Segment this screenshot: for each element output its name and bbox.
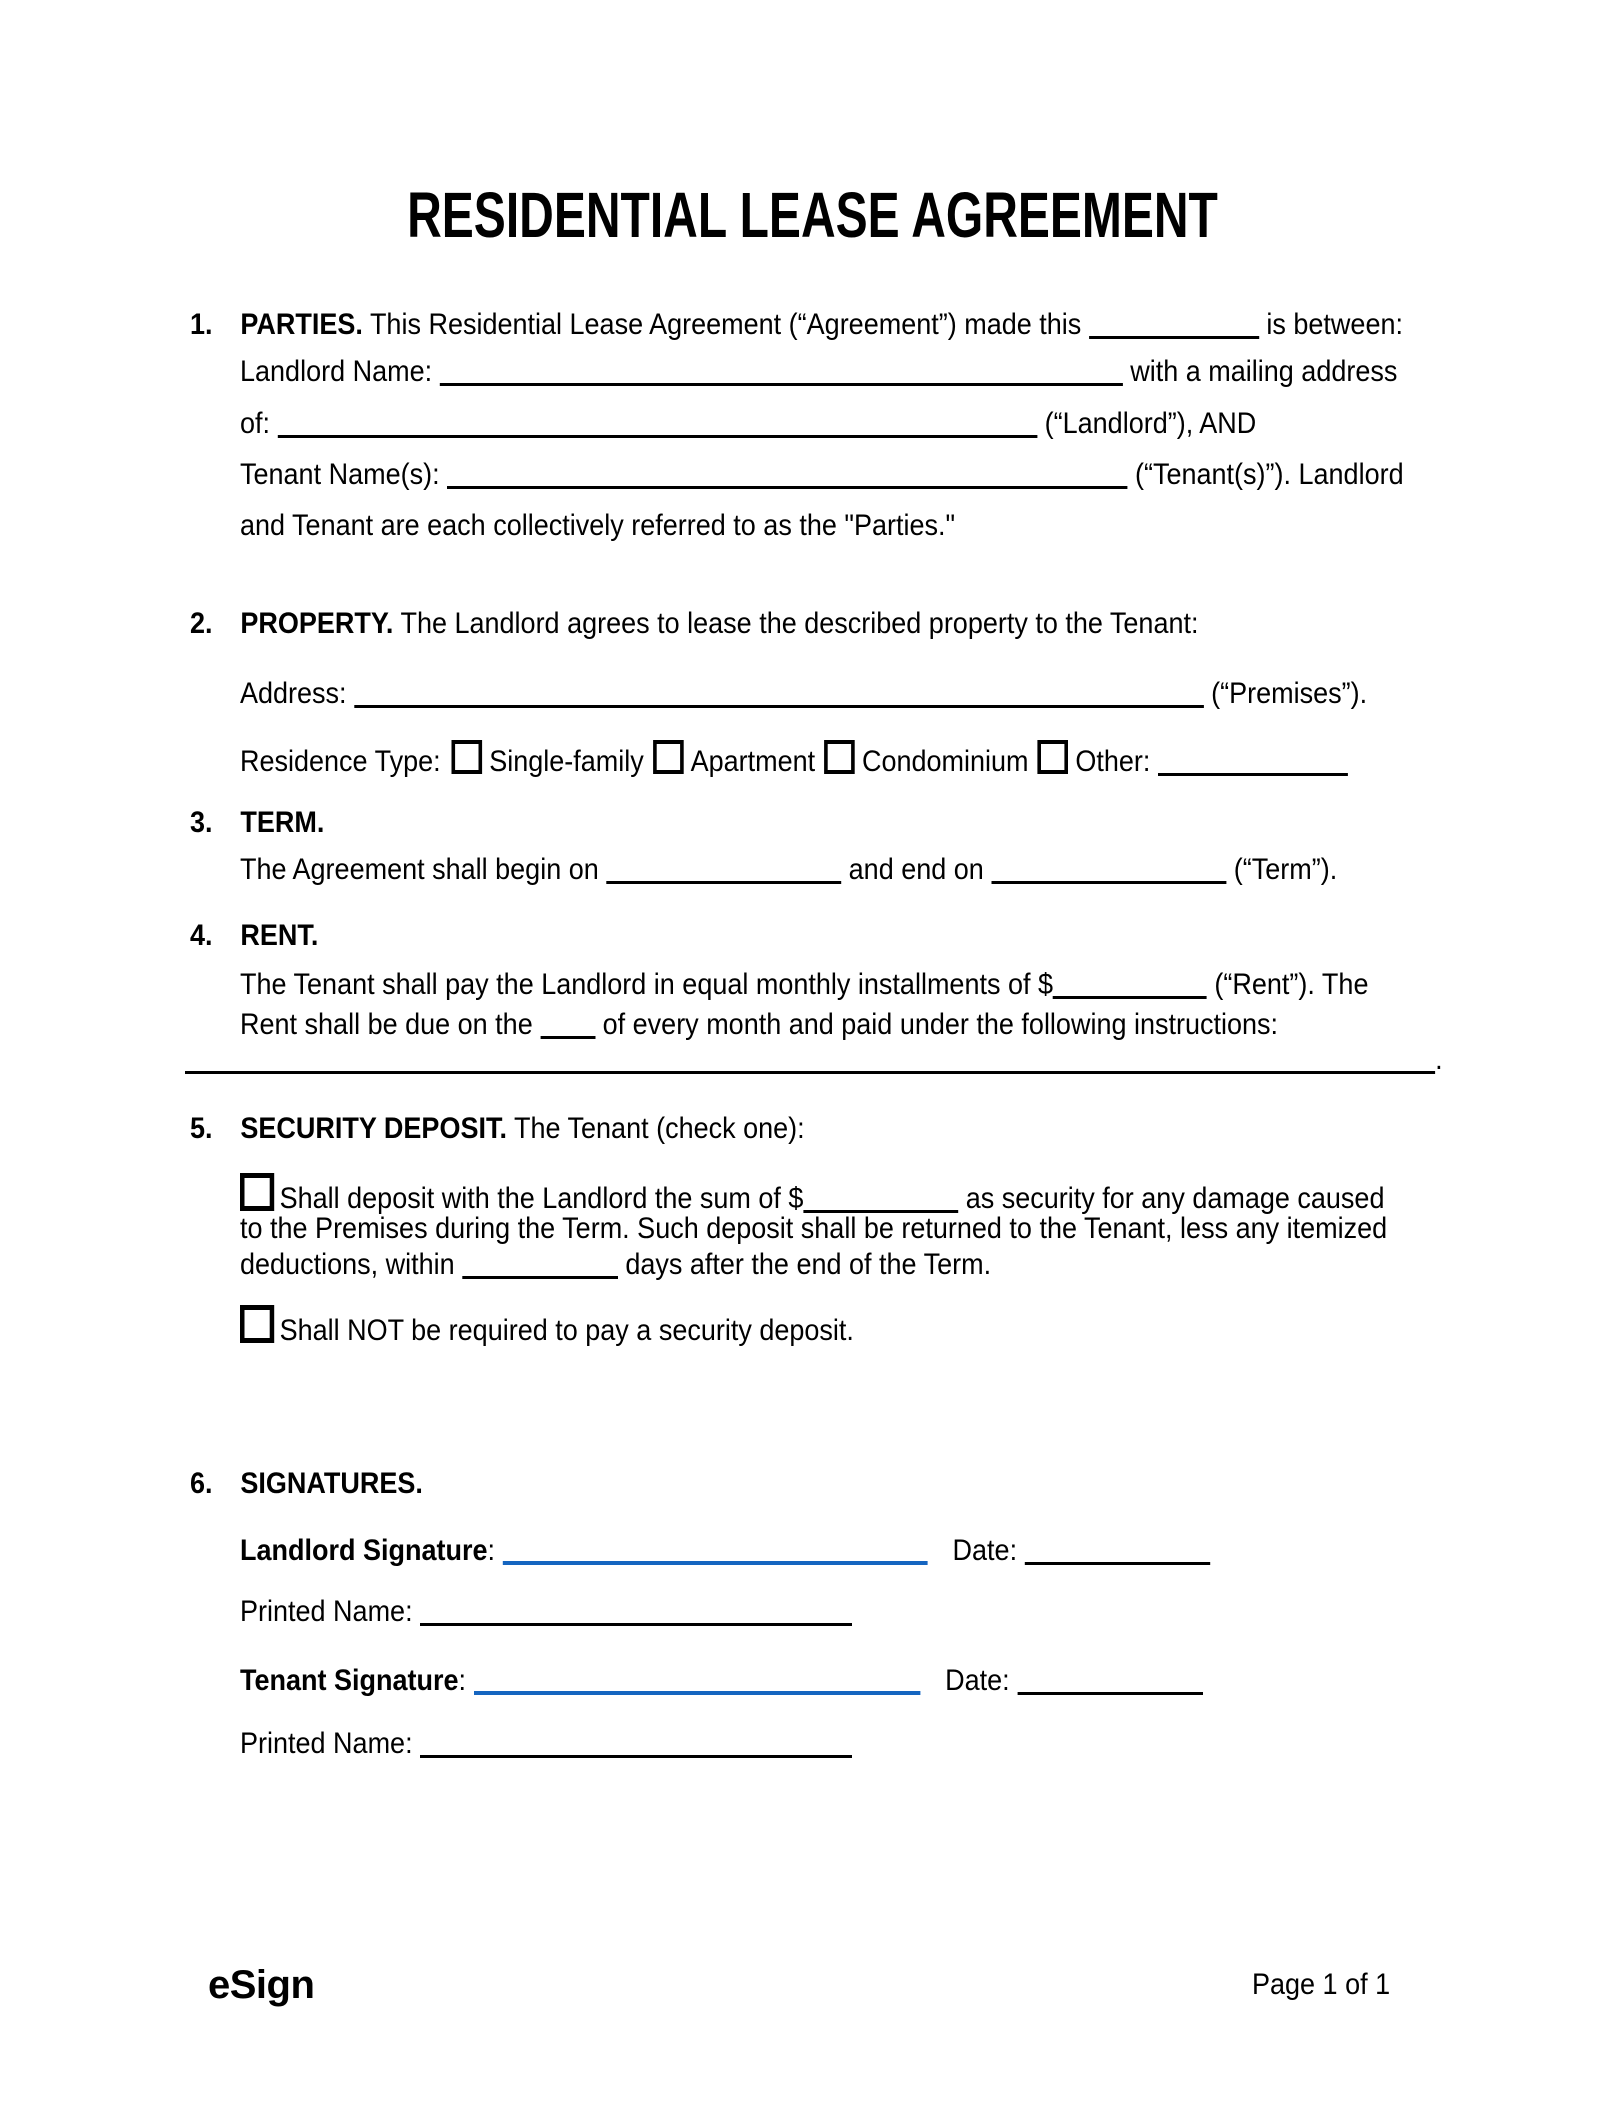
signatures-heading: SIGNATURES. [240, 1467, 423, 1500]
page-number: Page 1 of 1 [1252, 1968, 1391, 2001]
blank-property-address[interactable] [354, 675, 1204, 708]
rent-line-2-text: Rent shall be due on the [240, 1008, 533, 1041]
residence-option-single-family: Single-family [489, 745, 644, 778]
security-option-1-text-b: as security for any damage caused [965, 1182, 1385, 1215]
term-label-text: (“Term”). [1233, 853, 1338, 886]
parties-line-3 [240, 405, 1256, 441]
rent-line-2-end: of every month and paid under the following instructions: [602, 1008, 1279, 1041]
landlord-signature-colon: : [487, 1534, 496, 1567]
term-heading: TERM. [240, 806, 325, 839]
residence-option-condominium: Condominium [861, 745, 1029, 778]
residence-option-other-label: Other: [1075, 745, 1151, 778]
tenant-names-label: Tenant Name(s): [240, 458, 440, 491]
checkbox-no-deposit[interactable] [240, 1305, 274, 1343]
checkbox-deposit-required[interactable] [240, 1173, 274, 1211]
parties-line-4-end: (“Tenant(s)”). Landlord [1134, 458, 1404, 491]
tenant-date-label: Date: [945, 1664, 1010, 1697]
security-heading: SECURITY DEPOSIT. [240, 1112, 507, 1145]
landlord-signature-label: Landlord Signature [240, 1534, 488, 1567]
term-line [240, 851, 1337, 887]
security-option-1-text-d: deductions, within [240, 1248, 455, 1281]
blank-agreement-date[interactable] [1089, 306, 1259, 339]
payment-instructions-period: . [1435, 1043, 1443, 1076]
parties-line-5 [240, 508, 955, 544]
blank-term-end[interactable] [991, 851, 1226, 884]
residence-type-label: Residence Type: [240, 745, 441, 778]
rent-line-1-end: (“Rent”). The [1214, 968, 1369, 1001]
mailing-address-label: of: [240, 407, 271, 440]
address-label: Address: [240, 677, 347, 710]
tenant-printed-name-blank[interactable] [420, 1725, 852, 1758]
blank-deposit-days[interactable] [462, 1246, 618, 1279]
tenant-signature-line [240, 1661, 1203, 1697]
section-number-1: 1. [190, 308, 213, 341]
security-heading-line [190, 1111, 805, 1147]
term-begin-text: The Agreement shall begin on [240, 853, 599, 886]
tenant-printed-name-label: Printed Name: [240, 1727, 413, 1760]
tenant-date-blank[interactable] [1017, 1662, 1202, 1695]
landlord-signature-line [240, 1531, 1210, 1567]
security-option-1-text-e: days after the end of the Term. [625, 1248, 992, 1281]
rent-line-1 [240, 966, 1368, 1002]
landlord-printed-name-label: Printed Name: [240, 1595, 413, 1628]
section-number-5: 5. [190, 1112, 213, 1145]
parties-line-2 [240, 353, 1397, 389]
term-end-text: and end on [848, 853, 984, 886]
blank-rent-amount[interactable] [1053, 966, 1207, 999]
blank-payment-instructions[interactable] [185, 1041, 1435, 1074]
blank-landlord-address[interactable] [278, 405, 1038, 438]
security-option-2-text: Shall NOT be required to pay a security deposit. [279, 1314, 854, 1347]
parties-line-5-text: and Tenant are each collectively referred to as the "Parties." [240, 509, 956, 542]
term-heading-line [190, 805, 324, 841]
blank-rent-due-day[interactable] [540, 1006, 595, 1039]
security-option-1-line-1 [240, 1173, 1385, 1215]
landlord-name-label: Landlord Name: [240, 355, 433, 388]
security-option-1-text-a: Shall deposit with the Landlord the sum of $ [279, 1182, 804, 1215]
property-heading: PROPERTY. [240, 607, 394, 640]
blank-tenant-names[interactable] [447, 456, 1127, 489]
section-number-6: 6. [190, 1467, 213, 1500]
rent-line-1-text: The Tenant shall pay the Landlord in equal monthly installments of $ [240, 968, 1054, 1001]
property-address-line [240, 675, 1367, 711]
property-intro: The Landlord agrees to lease the described property to the Tenant: [400, 607, 1199, 640]
parties-line-1 [190, 306, 1403, 342]
parties-line-4 [240, 456, 1404, 492]
landlord-date-label: Date: [952, 1534, 1018, 1567]
residence-type-line [240, 740, 1348, 776]
rent-line-2 [240, 1006, 1278, 1042]
blank-deposit-amount[interactable] [803, 1180, 958, 1213]
parties-line-2-end: with a mailing address [1130, 355, 1398, 388]
section-number-4: 4. [190, 919, 213, 952]
premises-label: (“Premises”). [1211, 677, 1368, 710]
parties-heading: PARTIES. [240, 308, 363, 341]
section-number-2: 2. [190, 607, 213, 640]
parties-line-1-end: is between: [1266, 308, 1403, 341]
signatures-heading-line [190, 1466, 423, 1502]
residence-option-apartment: Apartment [690, 745, 816, 778]
checkbox-condominium[interactable] [824, 740, 855, 774]
tenant-signature-colon: : [458, 1664, 467, 1697]
property-heading-line [190, 606, 1198, 642]
esign-logo: eSign [208, 1963, 315, 2007]
landlord-signature-field[interactable] [503, 1531, 928, 1565]
parties-line-1-text: This Residential Lease Agreement (“Agreement”) made this [369, 308, 1082, 341]
security-option-1-line-3 [240, 1246, 991, 1282]
checkbox-apartment[interactable] [653, 740, 684, 774]
blank-landlord-name[interactable] [440, 353, 1123, 386]
page-title [0, 179, 1624, 251]
security-intro: The Tenant (check one): [513, 1112, 805, 1145]
landlord-printed-name-blank[interactable] [420, 1593, 852, 1626]
tenant-signature-label: Tenant Signature [240, 1664, 459, 1697]
page-title-text: RESIDENTIAL LEASE AGREEMENT [406, 179, 1218, 251]
security-option-2-line [240, 1305, 854, 1347]
security-option-1-text-c: to the Premises during the Term. Such deposit shall be returned to the Tenant, less any itemized [240, 1212, 1388, 1245]
rent-heading-line [190, 918, 318, 954]
landlord-date-blank[interactable] [1025, 1532, 1210, 1565]
blank-term-start[interactable] [606, 851, 841, 884]
landlord-printed-name-line [240, 1593, 852, 1629]
blank-other-residence[interactable] [1158, 743, 1348, 776]
section-number-3: 3. [190, 806, 213, 839]
tenant-printed-name-line [240, 1725, 852, 1761]
checkbox-single-family[interactable] [451, 740, 482, 774]
rent-heading: RENT. [240, 919, 319, 952]
checkbox-other[interactable] [1038, 740, 1069, 774]
parties-line-3-end: (“Landlord”), AND [1044, 407, 1257, 440]
payment-instructions-line [185, 1041, 1443, 1077]
tenant-signature-field[interactable] [474, 1661, 920, 1695]
security-option-1-line-2 [240, 1211, 1387, 1247]
